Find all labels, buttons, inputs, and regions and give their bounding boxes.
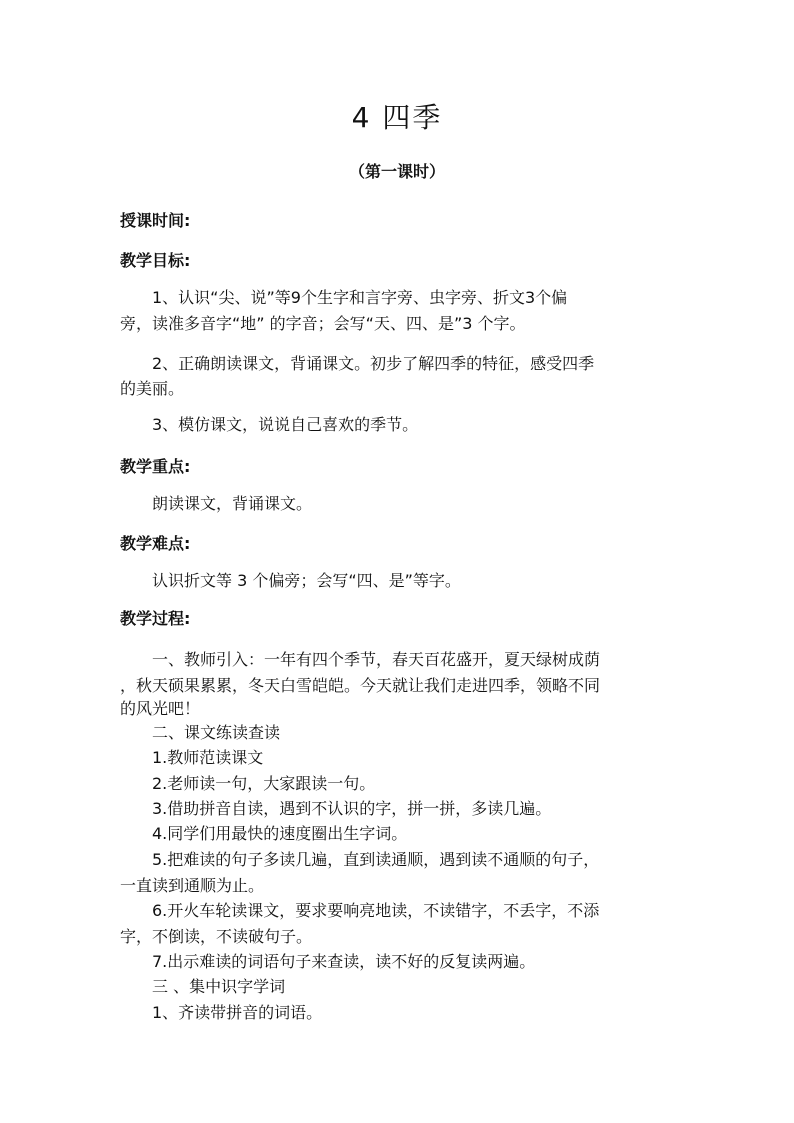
process-2-heading: 二、课文练读查读 — [152, 723, 281, 742]
process-2-step-5-line-1: 5.把难读的句子多读几遍，直到读通顺，遇到读不通顺的句子， — [152, 850, 600, 869]
goal-1-line-2: 旁，读准多音字“地” 的字音；会写“天、四、是”3 个字。 — [120, 314, 526, 333]
process-2-step-5-line-2: 一直读到通顺为止。 — [120, 876, 265, 895]
process-3-step-1: 1、齐读带拼音的词语。 — [152, 1003, 323, 1022]
process-2-step-3: 3.借助拼音自读，遇到不认识的字，拼一拼，多读几遍。 — [152, 799, 552, 818]
process-3-heading: 三 、集中识字学词 — [152, 977, 286, 996]
teaching-process-label: 教学过程: — [120, 609, 191, 628]
teaching-key-text: 朗读课文，背诵课文。 — [152, 494, 313, 513]
process-2-step-7: 7.出示难读的词语句子来查读，读不好的反复读两遍。 — [152, 952, 536, 971]
process-2-step-4: 4.同学们用最快的速度圈出生字词。 — [152, 824, 408, 843]
process-2-step-2: 2.老师读一句，大家跟读一句。 — [152, 774, 376, 793]
process-1-line-3: 的风光吧！ — [120, 699, 201, 718]
process-2-step-1: 1.教师范读课文 — [152, 748, 264, 767]
page-subtitle: （第一课时） — [348, 162, 445, 181]
goal-2-line-2: 的美丽。 — [120, 379, 185, 398]
process-2-step-6-line-1: 6.开火车轮读课文，要求要响亮地读，不读错字，不丢字，不添 — [152, 901, 600, 920]
teaching-difficulty-label: 教学难点: — [120, 534, 191, 553]
page-title: 4 四季 — [351, 101, 443, 134]
process-2-step-6-line-2: 字，不倒读，不读破句子。 — [120, 927, 313, 946]
teaching-key-label: 教学重点: — [120, 457, 191, 476]
process-1-line-2: ，秋天硕果累累，冬天白雪皑皑。今天就让我们走进四季，领略不同 — [120, 676, 601, 695]
teaching-time-label: 授课时间: — [120, 211, 191, 230]
goal-3: 3、模仿课文，说说自己喜欢的季节。 — [152, 415, 419, 434]
goal-2-line-1: 2、正确朗读课文，背诵课文。初步了解四季的特征，感受四季 — [152, 354, 595, 373]
goal-1-line-1: 1、认识“尖、说”等9个生字和言字旁、虫字旁、折文3个偏 — [152, 288, 568, 307]
teaching-difficulty-text: 认识折文等 3 个偏旁；会写“四、是”等字。 — [152, 571, 461, 590]
teaching-goals-label: 教学目标: — [120, 251, 191, 270]
process-1-line-1: 一、教师引入：一年有四个季节，春天百花盛开，夏天绿树成荫 — [152, 650, 601, 669]
